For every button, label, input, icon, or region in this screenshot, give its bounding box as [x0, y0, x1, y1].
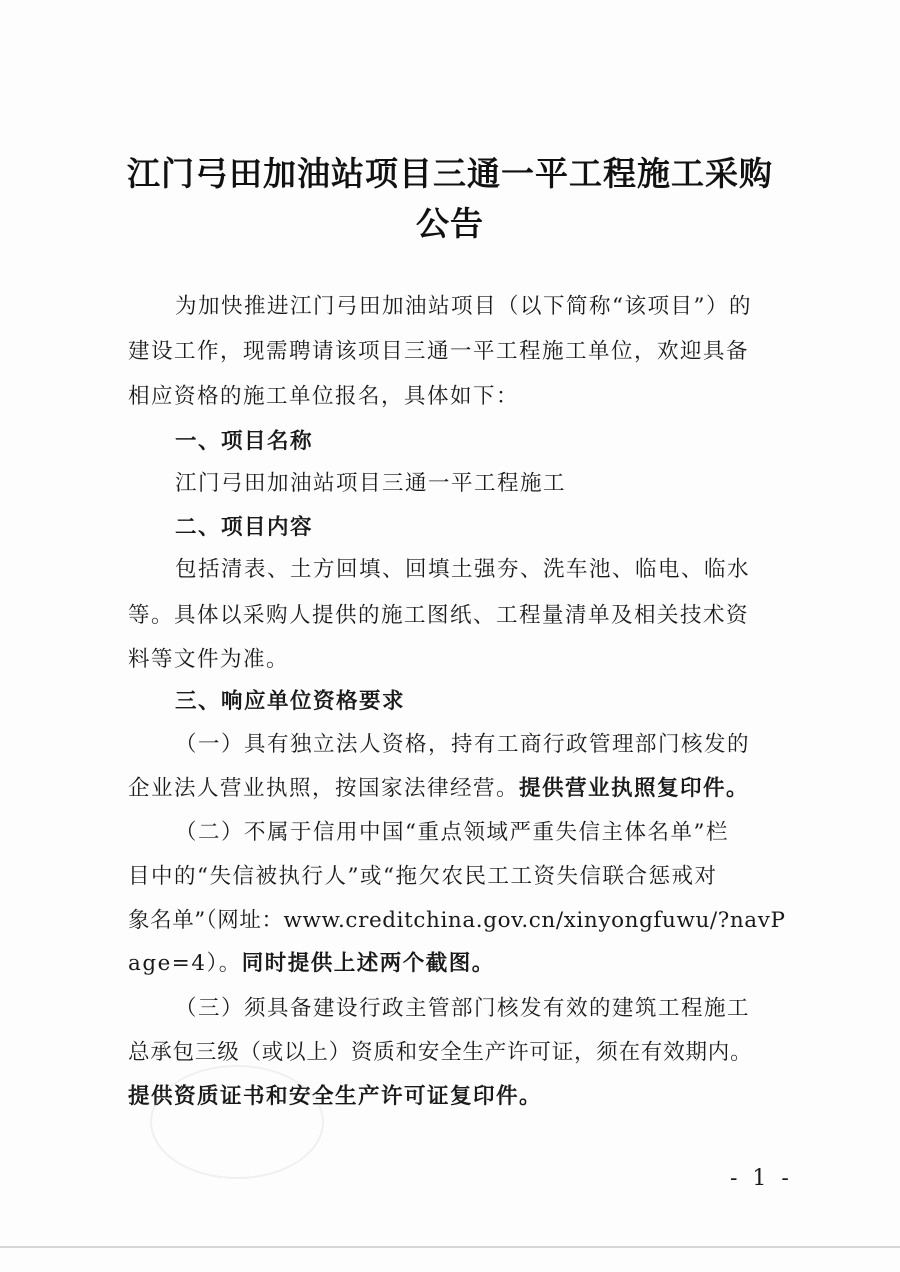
document-title-line1: 江门弓田加油站项目三通一平工程施工采购: [127, 154, 773, 193]
qualification-2-line-3: 象名单”（网址：www.creditchina.gov.cn/xinyongfuwu/?navP: [128, 908, 786, 933]
qualification-1-line-1: （一）具有独立法人资格，持有工商行政管理部门核发的: [175, 732, 751, 757]
section-2-heading: 二、项目内容: [175, 515, 314, 540]
qualification-1-requirement: 提供营业执照复印件。: [519, 776, 750, 801]
qualification-3-requirement: 提供资质证书和安全生产许可证复印件。: [128, 1084, 543, 1109]
document-title-line2: 公告: [416, 204, 484, 243]
page-number: - 1 -: [730, 1166, 793, 1191]
section-2-line-3: 料等文件为准。: [128, 647, 290, 672]
intro-line-2: 建设工作，现需聘请该项目三通一平工程施工单位，欢迎具备: [128, 339, 750, 364]
qualification-2-line-4: [128, 946, 495, 977]
qualification-1-text: 企业法人营业执照，按国家法律经营。: [128, 776, 520, 801]
qualification-3-line-1: （三）须具备建设行政主管部门核发有效的建筑工程施工: [175, 996, 751, 1021]
qualification-2-line-2: 目中的“失信被执行人”或“拖欠农民工工资失信联合惩戒对: [128, 864, 718, 889]
intro-line-1: 为加快推进江门弓田加油站项目（以下简称“该项目”）的: [175, 294, 752, 319]
section-2-line-1: 包括清表、土方回填、回填土强夯、洗车池、临电、临水: [175, 557, 751, 582]
section-2-line-2: 等。具体以采购人提供的施工图纸、工程量清单及相关技术资: [128, 603, 750, 628]
qualification-3-line-2: 总承包三级（或以上）资质和安全生产许可证，须在有效期内。: [128, 1040, 753, 1065]
section-1-body: 江门弓田加油站项目三通一平工程施工: [175, 471, 567, 496]
faded-seal-stamp: [150, 1065, 324, 1179]
scan-edge-divider: [0, 1246, 900, 1248]
qualification-2-text: age=4）。: [128, 951, 242, 976]
qualification-2-requirement: 同时提供上述两个截图。: [241, 951, 495, 976]
section-3-heading: 三、响应单位资格要求: [175, 689, 406, 714]
qualification-1-line-2: [128, 771, 749, 802]
qualification-2-line-1: （二）不属于信用中国“重点领域严重失信主体名单”栏: [175, 820, 729, 845]
section-1-heading: 一、项目名称: [175, 429, 314, 454]
intro-line-3: 相应资格的施工单位报名，具体如下：: [128, 384, 520, 409]
